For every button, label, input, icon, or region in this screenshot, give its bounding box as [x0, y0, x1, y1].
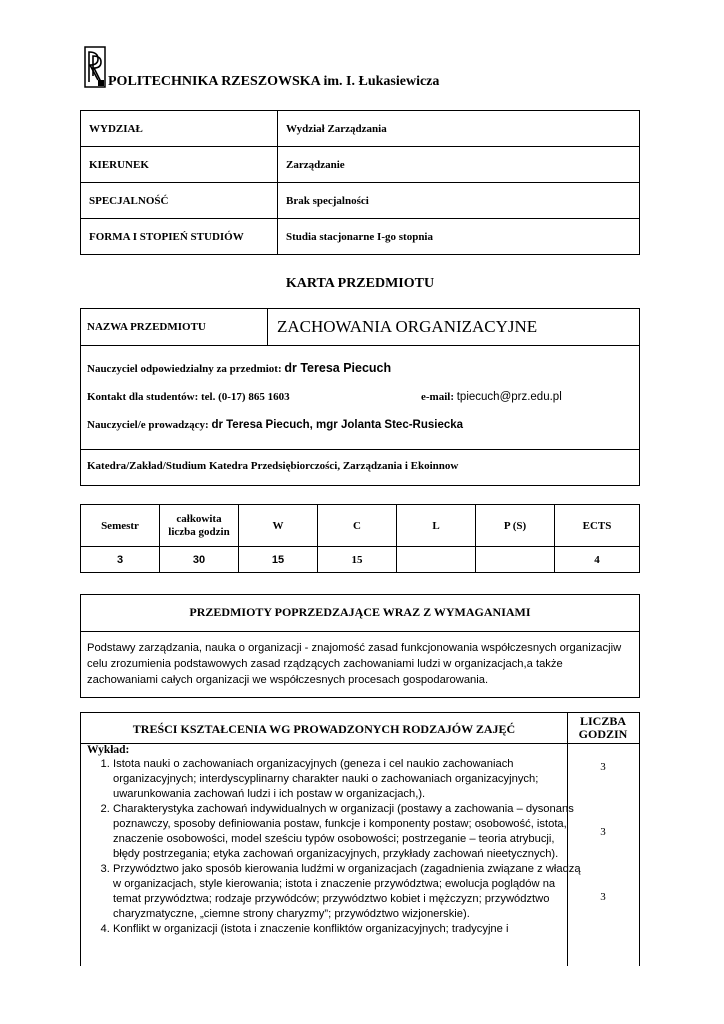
ects-value: 4 — [555, 547, 640, 573]
list-item: 2. Charakterystyka zachowań indywidualnych w organizacji (postawy a zachowania – dysonans poznawczy, sposoby definiowania postaw, funkcje i komponenty postaw; osobowość, istota, znaczenie osobowości, model sześciu typów osobowości; postrzeganie – teoria atrybucji, błędy postrzegania; etyka zachowań organizacyjnych, przykłady zachowań nieetycznych). — [113, 802, 583, 862]
responsible-name: dr Teresa Piecuch — [284, 361, 392, 375]
table-row — [81, 111, 640, 147]
study-form-value: Studia stacjonarne I-go stopnia — [278, 219, 640, 255]
topic-hours: 3 — [600, 761, 606, 773]
prerequisites-box — [80, 594, 640, 698]
col-ects: ECTS — [555, 505, 640, 547]
field-label: KIERUNEK — [81, 147, 278, 183]
table-row — [81, 505, 640, 547]
contact-phone: Kontakt dla studentów: tel. (0-17) 865 1603 — [87, 391, 290, 403]
table-row — [81, 547, 640, 573]
col-total-hours: całkowita liczba godzin — [160, 505, 239, 547]
topic-hours: 3 — [600, 826, 606, 838]
teachers-names: dr Teresa Piecuch, mgr Jolanta Stec-Rusiecka — [211, 419, 464, 431]
content-box — [80, 712, 640, 966]
col-l: L — [397, 505, 476, 547]
hours-table — [80, 504, 640, 573]
specialty-value: Brak specjalności — [278, 183, 640, 219]
content-header — [81, 713, 639, 744]
col-c: C — [318, 505, 397, 547]
lecture-topics-list — [81, 757, 583, 937]
faculty-info-table — [80, 110, 640, 255]
table-row — [81, 219, 640, 255]
l-value — [397, 547, 476, 573]
field-value: Zarządzanie — [278, 147, 640, 183]
subject-box — [80, 308, 640, 486]
w-value: 15 — [239, 547, 318, 573]
c-value: 15 — [318, 547, 397, 573]
subject-name-label: NAZWA PRZEDMIOTU — [87, 321, 206, 333]
col-p: P (S) — [476, 505, 555, 547]
total-hours-value: 30 — [160, 547, 239, 573]
hours-header: LICZBA GODZIN — [578, 714, 628, 741]
faculty-label: WYDZIAŁ — [81, 111, 278, 147]
department-line: Katedra/Zakład/Studium Katedra Przedsiębiorczości, Zarządzania i Ekoinnow — [87, 460, 459, 472]
table-row — [81, 147, 640, 183]
university-name: POLITECHNIKA RZESZOWSKA im. I. Łukasiewicza — [108, 74, 440, 89]
email-link[interactable]: tpiecuch@prz.edu.pl — [456, 391, 562, 403]
table-row — [81, 183, 640, 219]
p-value — [476, 547, 555, 573]
list-item: 3. Przywództwo jako sposób kierowania ludźmi w organizacjach (zagadnienia związane z władzą w organizacjach, style kierowania; istota i znaczenie przywództwa; ewolucja poglądów na temat przywództwa; rodzaje przywódców; przywództwo kobiet i mężczyzn; przywództwo charyzmatyczne, „ciemne strony charyzmy”; przywództwo wizjonerskie). — [113, 862, 583, 922]
col-semester: Semestr — [81, 505, 160, 547]
responsible-line — [87, 361, 391, 375]
card-title: KARTA PRZEDMIOTU — [285, 276, 435, 291]
list-item: 4. Konflikt w organizacji (istota i znaczenie konfliktów organizacyjnych; tradycyjne i — [113, 922, 583, 937]
topic-hours: 3 — [600, 891, 606, 903]
subject-name: ZACHOWANIA ORGANIZACYJNE — [277, 317, 538, 336]
study-form-label: FORMA I STOPIEŃ STUDIÓW — [81, 219, 278, 255]
university-header — [84, 46, 644, 90]
teachers-label: Nauczyciel/e prowadzący: — [87, 419, 209, 431]
email-label: e-mail: — [421, 391, 454, 403]
lecture-section-label: Wykład: — [87, 744, 130, 756]
faculty-value: Wydział Zarządzania — [278, 111, 640, 147]
university-logo-icon — [84, 46, 106, 88]
responsible-label: Nauczyciel odpowiedzialny za przedmiot: — [87, 363, 282, 375]
teachers-line — [87, 419, 463, 431]
prerequisites-text: Podstawy zarządzania, nauka o organizacji - znajomość zasad funkcjonowania współczesnych organizacjiw celu zrozumienia podstawowych zasad rządzących zachowaniami ludzi w organizacjach,a także zachowaniami całych organizacji we współczesnych procesach gospodarowania. — [87, 642, 622, 686]
prerequisites-title: PRZEDMIOTY POPRZEDZAJĄCE WRAZ Z WYMAGANIAMI — [189, 605, 531, 619]
subject-name-row — [81, 309, 639, 346]
email-line — [421, 391, 562, 403]
specialty-label: SPECJALNOŚĆ — [81, 183, 278, 219]
contact-line — [87, 391, 290, 403]
content-title: TREŚCI KSZTAŁCENIA WG PROWADZONYCH RODZAJÓW ZAJĘĆ — [132, 722, 516, 736]
list-item: 1. Istota nauki o zachowaniach organizacyjnych (geneza i cel naukio zachowaniach organizacyjnych; interdyscyplinarny charakter nauki o zachowaniach organizacyjnych; uwarunkowania zachowań ludzi i ich postaw w organizacjach,). — [113, 757, 583, 802]
col-w: W — [239, 505, 318, 547]
semester-value: 3 — [81, 547, 160, 573]
